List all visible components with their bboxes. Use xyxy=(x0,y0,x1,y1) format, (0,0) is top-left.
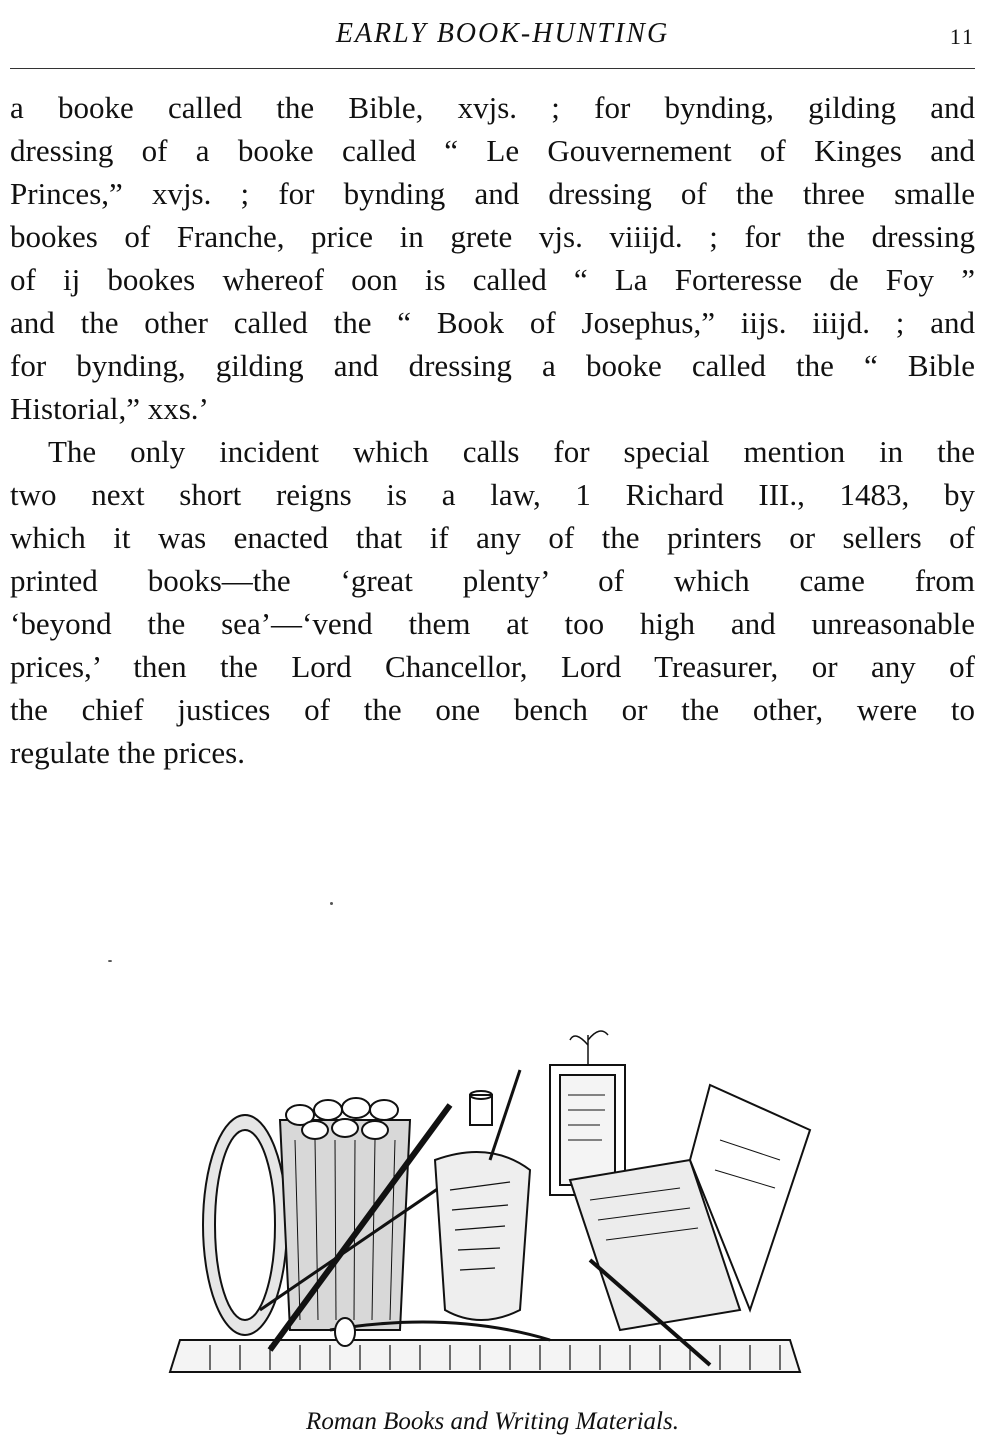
text-line: a booke called the Bible, xvjs. ; for bynding, gilding and xyxy=(10,90,975,125)
text-line: of ij bookes whereof oon is called “ La Forteresse de Foy ” xyxy=(10,262,975,297)
running-head xyxy=(10,14,975,54)
engraving-illustration xyxy=(150,1010,820,1390)
text-line: Princes,” xvjs. ; for bynding and dressing of the three smalle xyxy=(10,176,975,211)
running-head-title: EARLY BOOK-HUNTING xyxy=(335,18,670,49)
text-line: printed books—the ‘great plenty’ of which came from xyxy=(10,563,975,598)
header-rule xyxy=(10,68,975,69)
figure-caption: Roman Books and Writing Materials. xyxy=(306,1408,679,1435)
text-line: for bynding, gilding and dressing a booke called the “ Bible xyxy=(10,348,975,383)
print-speck xyxy=(330,902,333,905)
text-line: ‘beyond the sea’—‘vend them at too high and unreasonable xyxy=(10,606,975,641)
text-line: Historial,” xxs.’ xyxy=(10,391,209,426)
paragraph-first-line: The only incident which calls for special mention in the xyxy=(48,434,975,469)
text-line: and the other called the “ Book of Josephus,” iijs. iiijd. ; and xyxy=(10,305,975,340)
text-line: the chief justices of the one bench or the other, were to xyxy=(10,692,975,727)
print-speck xyxy=(108,960,112,962)
body-text xyxy=(10,86,975,774)
text-line: prices,’ then the Lord Chancellor, Lord Treasurer, or any of xyxy=(10,649,975,684)
text-line: which it was enacted that if any of the printers or sellers of xyxy=(10,520,975,555)
text-line: two next short reigns is a law, 1 Richard III., 1483, by xyxy=(10,477,975,512)
text-line: dressing of a booke called “ Le Gouvernement of Kinges and xyxy=(10,133,975,168)
text-line: bookes of Franche, price in grete vjs. viiijd. ; for the dressing xyxy=(10,219,975,254)
text-line: regulate the prices. xyxy=(10,735,245,770)
page-number: 11 xyxy=(949,24,975,49)
